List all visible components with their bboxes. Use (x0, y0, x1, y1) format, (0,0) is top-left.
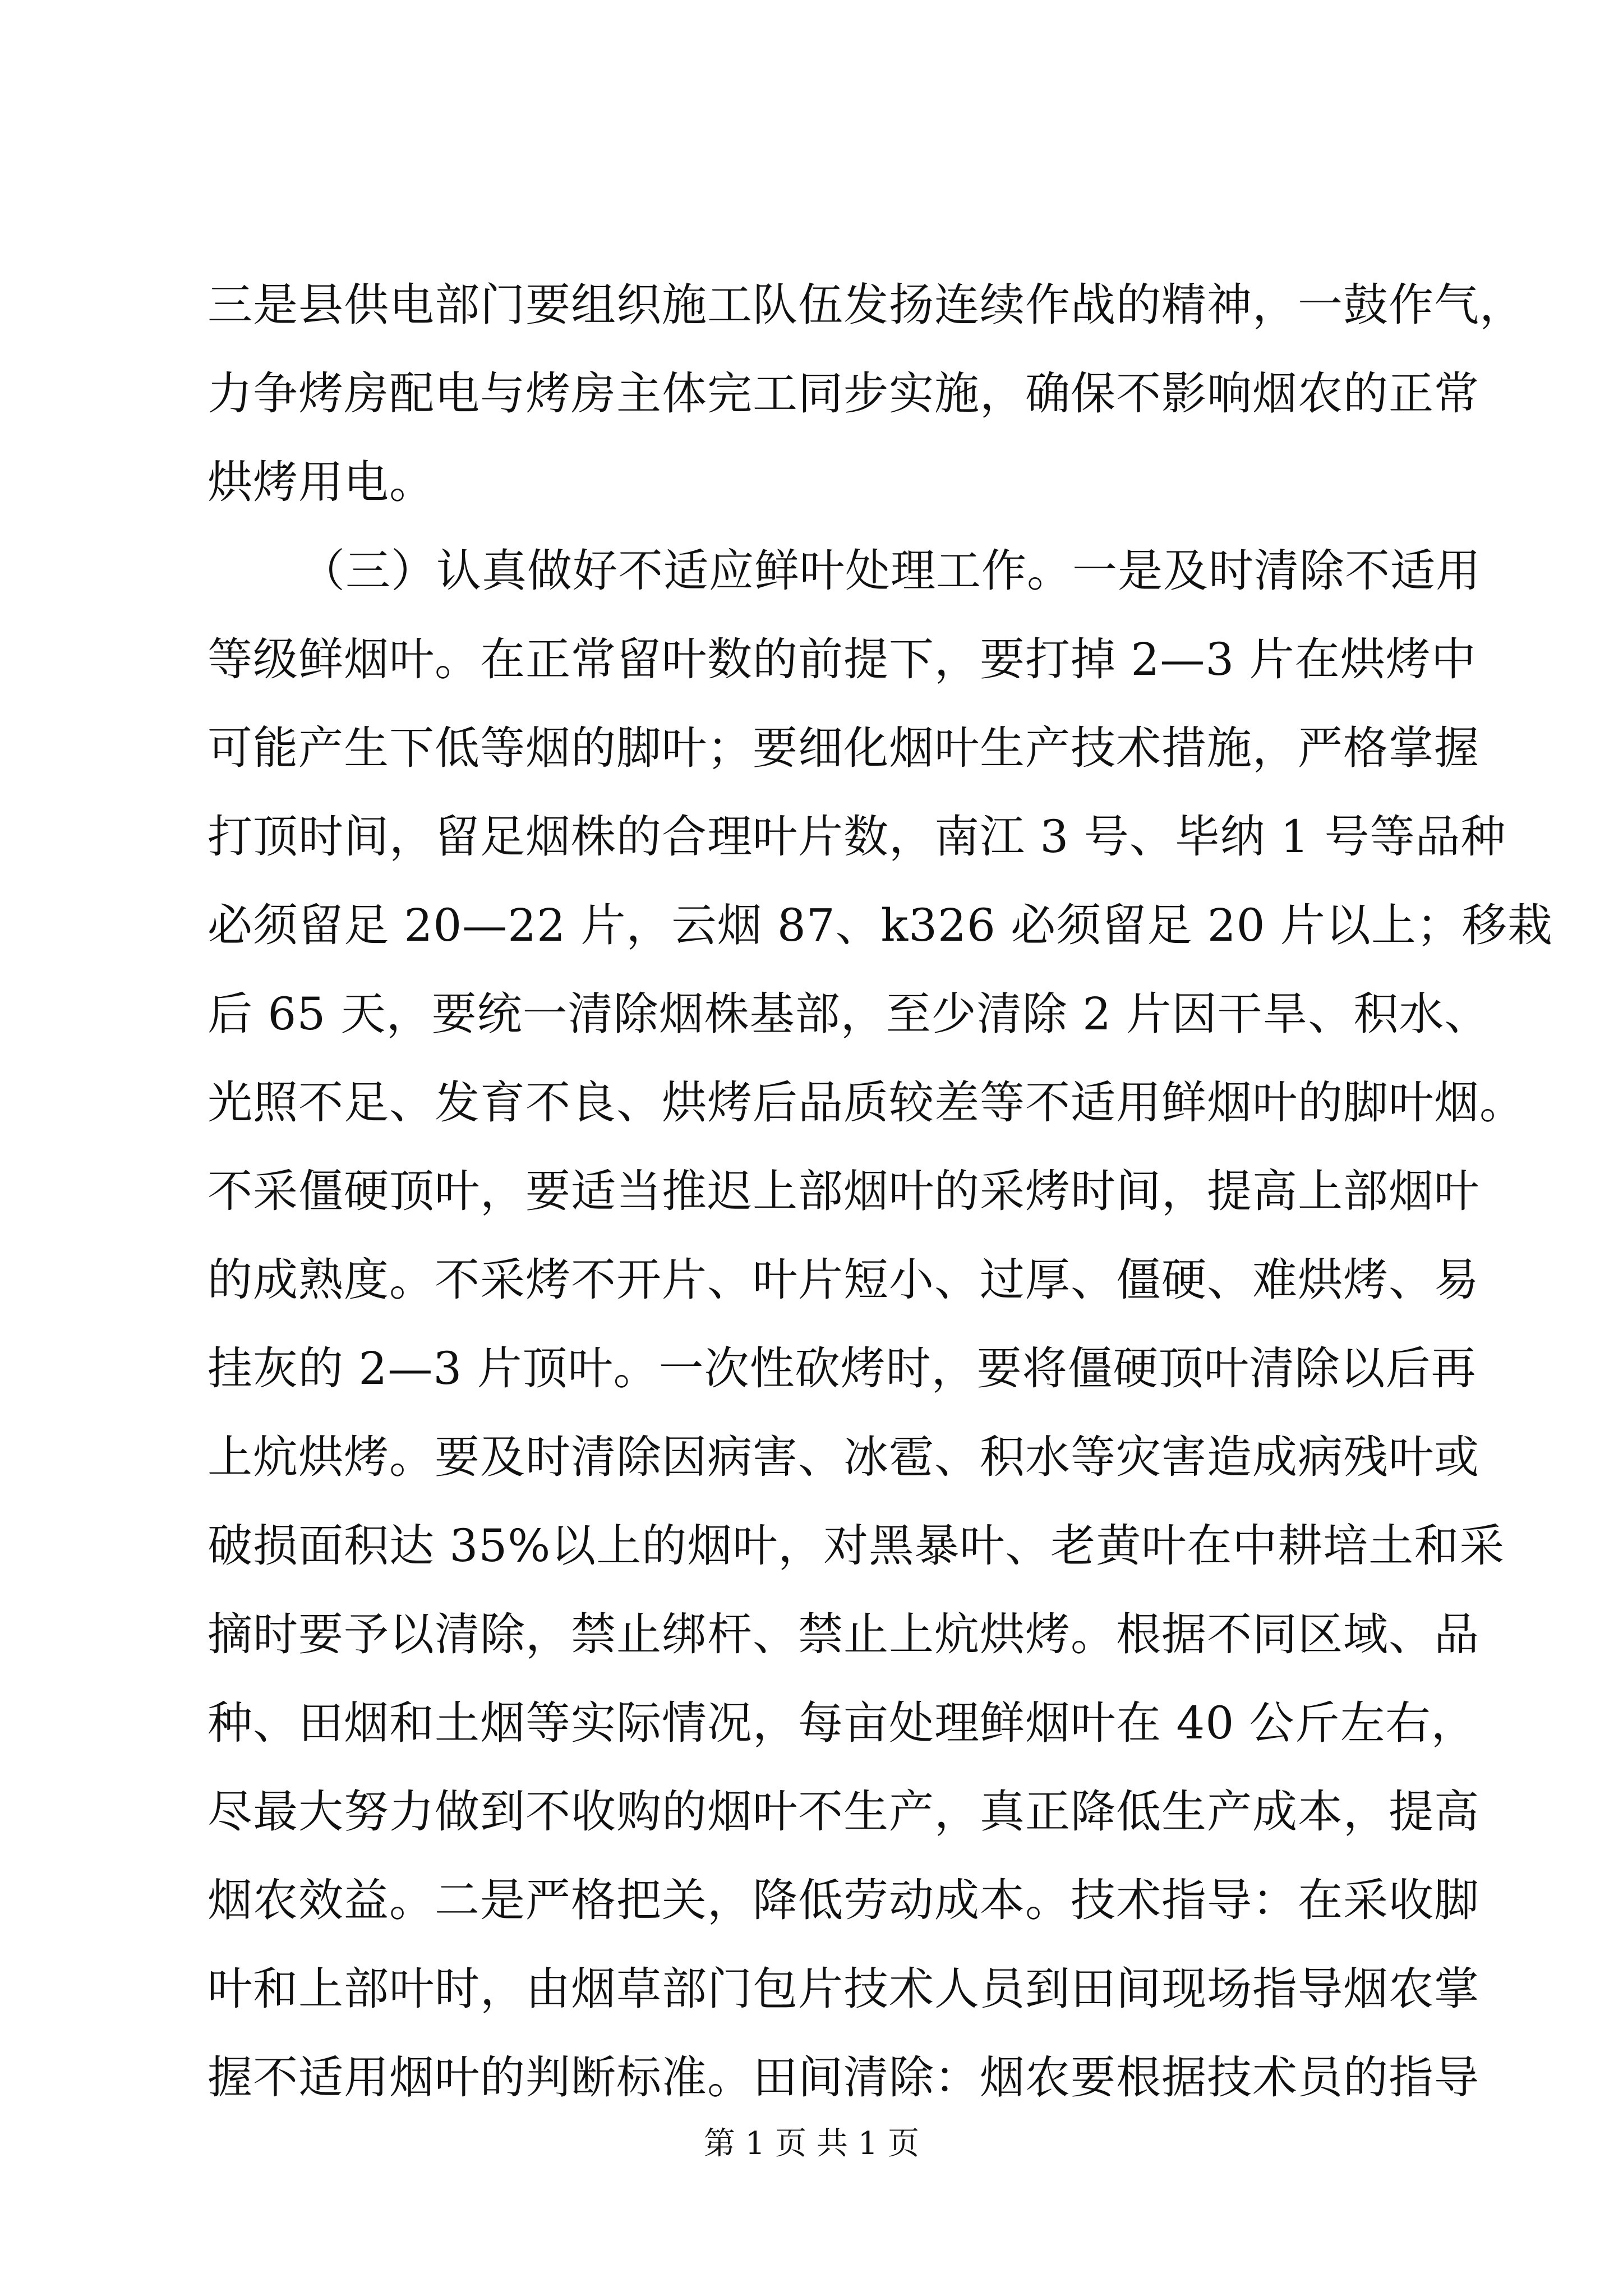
body-line: 尽最大努力做到不收购的烟叶不生产，真正降低生产成本，提高 (208, 1786, 1479, 1838)
body-line: 烟农效益。二是严格把关，降低劳动成本。技术指导：在采收脚 (208, 1874, 1479, 1926)
body-line: 的成熟度。不采烤不开片、叶片短小、过厚、僵硬、难烘烤、易 (208, 1254, 1479, 1306)
body-line: 打顶时间，留足烟株的合理叶片数，南江 3 号、毕纳 1 号等品种 (208, 811, 1506, 863)
body-line: 必须留足 20—22 片，云烟 87、k326 必须留足 20 片以上；移栽 (208, 899, 1553, 951)
document-body (208, 261, 1553, 2122)
section-heading-line: （三）认真做好不适应鲜叶处理工作。一是及时清除不适用 (300, 545, 1481, 597)
body-line: 叶和上部叶时，由烟草部门包片技术人员到田间现场指导烟农掌 (208, 1963, 1479, 2015)
body-line: 不采僵硬顶叶，要适当推迟上部烟叶的采烤时间，提高上部烟叶 (208, 1165, 1479, 1217)
body-line: 握不适用烟叶的判断标准。田间清除：烟农要根据技术员的指导 (208, 2051, 1479, 2104)
page-number-footer: 第 1 页 共 1 页 (703, 2125, 920, 2162)
body-line: 挂灰的 2—3 片顶叶。一次性砍烤时，要将僵硬顶叶清除以后再 (208, 1342, 1477, 1395)
body-line: 三是县供电部门要组织施工队伍发扬连续作战的精神，一鼓作气， (208, 279, 1525, 331)
body-line: 等级鲜烟叶。在正常留叶数的前提下，要打掉 2—3 片在烘烤中 (208, 633, 1477, 685)
body-line: 摘时要予以清除，禁止绑杆、禁止上炕烘烤。根据不同区域、品 (208, 1608, 1479, 1660)
body-line: 后 65 天，要统一清除烟株基部，至少清除 2 片因干旱、积水、 (208, 988, 1490, 1040)
body-line: 烘烤用电。 (208, 456, 435, 508)
body-line: 破损面积达 35%以上的烟叶，对黑暴叶、老黄叶在中耕培土和采 (208, 1520, 1505, 1572)
body-line: 力争烤房配电与烤房主体完工同步实施，确保不影响烟农的正常 (208, 367, 1479, 420)
body-line: 可能产生下低等烟的脚叶；要细化烟叶生产技术措施，严格掌握 (208, 722, 1479, 774)
body-line: 光照不足、发育不良、烘烤后品质较差等不适用鲜烟叶的脚叶烟。 (208, 1076, 1525, 1129)
body-line: 种、田烟和土烟等实际情况，每亩处理鲜烟叶在 40 公斤左右， (208, 1697, 1477, 1749)
body-line: 上炕烘烤。要及时清除因病害、冰雹、积水等灾害造成病残叶或 (208, 1431, 1479, 1483)
